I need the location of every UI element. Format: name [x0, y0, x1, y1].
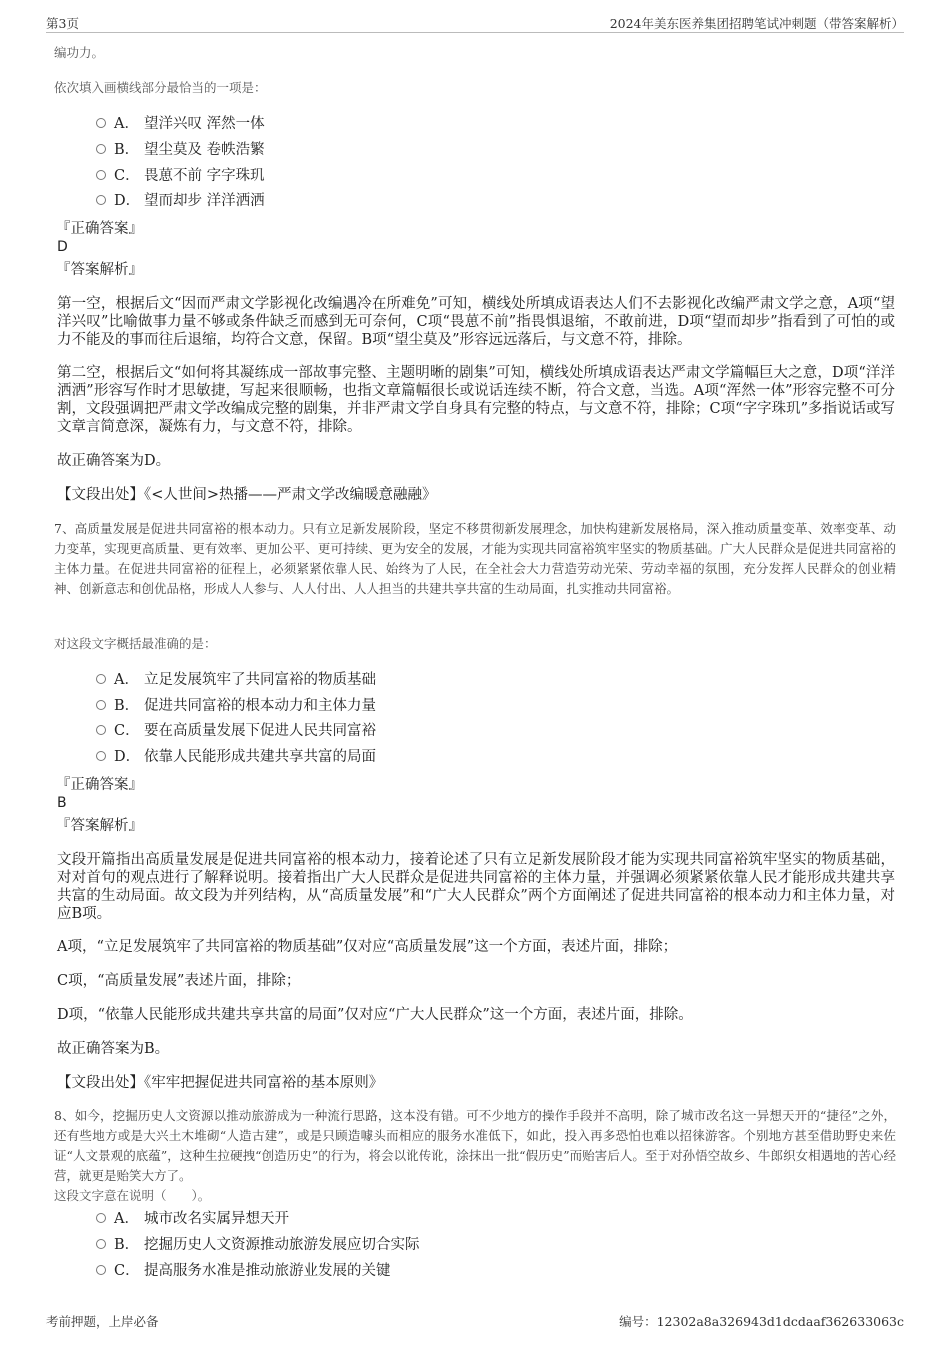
radio-icon[interactable] [96, 118, 106, 128]
radio-icon[interactable] [96, 195, 106, 205]
q8-option-b[interactable]: B． 挖掘历史人文资源推动旅游发展应切合实际 [96, 1235, 420, 1255]
q7-analysis-1: 文段开篇指出高质量发展是促进共同富裕的根本动力，接着论述了只有立足新发展阶段才能为实现共同富裕筑牢坚实的物质基础，对对首句的观点进行了解释说明。接着指出广大人民群众是促进共同富裕的主体力量，并强调必须紧紧依靠人民才能形成共建共享共富的生动局面。故文段为并列结构，从“高质量发展”和“广大人民群众”两个方面阐述了促进共同富裕的根本动力和主体力量，对应B项。 [57, 852, 895, 922]
document-title: 2024年美东医养集团招聘笔试冲刺题（带答案解析） [609, 16, 904, 31]
page-number: 第3页 [46, 16, 79, 31]
q6-analysis-1: 第一空，根据后文“因而严肃文学影视化改编遇冷在所难免”可知，横线处所填成语表达人们不去影视化改编严肃文学之意，A项“望洋兴叹”比喻做事力量不够或条件缺乏而感到无可奈何，C项“畏葸不前”指畏惧退缩，不敢前进，D项“望而却步”指看到了可怕的或力不能及的事而往后退缩，均符合文意，保留。B项“望尘莫及”形容远远落后，与文意不符，排除。 [57, 296, 895, 348]
q7-option-d[interactable]: D． 依靠人民能形成共建共享共富的局面 [96, 747, 376, 767]
q6-answer-label: 『正确答案』 [56, 221, 143, 237]
q7-option-c[interactable]: C． 要在高质量发展下促进人民共同富裕 [96, 721, 376, 741]
q7-text: 7、高质量发展是促进共同富裕的根本动力。只有立足新发展阶段，坚定不移贯彻新发展理念，加快构建新发展格局，深入推动质量变革、效率变革、动力变革，实现更高质量、更有效率、更加公平、更可持续、更为安全的发展，才能为实现共同富裕筑牢坚实的物质基础。广大人民群众是促进共同富裕的主体力量。在促进共同富裕的征程上，必须紧紧依靠人民、始终为了人民，在全社会大力营造劳动光荣、劳动幸福的氛围，充分发挥人民群众的创业精神、创新意志和创优品格，形成人人参与、人人付出、人人担当的共建共享共富的生动局面，扎实推动共同富裕。 [54, 521, 896, 596]
q7-option-b[interactable]: B． 促进共同富裕的根本动力和主体力量 [96, 696, 376, 716]
radio-icon[interactable] [96, 674, 106, 684]
q7-source: 【文段出处】《牢牢把握促进共同富裕的基本原则》 [57, 1075, 384, 1091]
q6-option-d[interactable]: D． 望而却步 洋洋洒洒 [96, 191, 265, 211]
q8-text: 8、如今，挖掘历史人文资源以推动旅游成为一种流行思路，这本没有错。可不少地方的操作手段并不高明，除了城市改名这一异想天开的“捷径”之外，还有些地方或是大兴土木堆砌“人造古建”，或是只顾造噱头而相应的服务水准低下，如此，投入再多恐怕也难以招徕游客。个别地方甚至借助野史来佐证“人文景观的底蕴”，这种生拉硬拽“创造历史”的行为，将会以讹传讹，涂抹出一批“假历史”而贻害后人。至于对孙悟空故乡、牛郎织女相遇地的苦心经营，就更是贻笑大方了。 [54, 1108, 896, 1183]
document-id: 编号：12302a8a326943d1dcdaaf362633063c [619, 1314, 904, 1329]
q7-analysis-a: A项，“立足发展筑牢了共同富裕的物质基础”仅对应“高质量发展”这一个方面，表述片面，排除； [57, 939, 678, 955]
q7-answer: B [57, 795, 67, 811]
q8-prompt: 这段文字意在说明（ ）。 [54, 1188, 211, 1203]
q8-option-c[interactable]: C． 提高服务水准是推动旅游业发展的关键 [96, 1261, 391, 1281]
radio-icon[interactable] [96, 144, 106, 154]
q6-option-a[interactable]: A． 望洋兴叹 浑然一体 [96, 114, 265, 134]
q6-analysis-label: 『答案解析』 [56, 262, 143, 278]
q6-prompt: 依次填入画横线部分最恰当的一项是： [54, 80, 267, 95]
footer-slogan: 考前押题，上岸必备 [46, 1314, 159, 1329]
q6-option-c[interactable]: C． 畏葸不前 字字珠玑 [96, 166, 265, 186]
radio-icon[interactable] [96, 1239, 106, 1249]
q6-tail: 编功力。 [54, 45, 105, 60]
q8-option-a[interactable]: A． 城市改名实属异想天开 [96, 1209, 289, 1229]
radio-icon[interactable] [96, 700, 106, 710]
radio-icon[interactable] [96, 170, 106, 180]
radio-icon[interactable] [96, 725, 106, 735]
q7-prompt: 对这段文字概括最准确的是： [54, 636, 217, 651]
q6-conclusion: 故正确答案为D。 [57, 453, 171, 469]
q7-answer-label: 『正确答案』 [56, 777, 143, 793]
q6-analysis-2: 第二空，根据后文“如何将其凝练成一部故事完整、主题明晰的剧集”可知，横线处所填成语表达严肃文学篇幅巨大之意，D项“洋洋洒洒”形容写作时才思敏捷，写起来很顺畅，也指文章篇幅很长或说话连续不断，符合文意，当选。A项“浑然一体”形容完整不可分割，文段强调把严肃文学改编成完整的剧集，并非严肃文学自身具有完整的特点，与文意不符，排除；C项“字字珠玑”多指说话或写文章言简意深，凝炼有力，与文意不符，排除。 [57, 365, 895, 435]
q7-conclusion: 故正确答案为B。 [57, 1041, 170, 1057]
q6-answer: D [57, 239, 68, 255]
q7-option-a[interactable]: A． 立足发展筑牢了共同富裕的物质基础 [96, 670, 376, 690]
radio-icon[interactable] [96, 751, 106, 761]
q7-analysis-c: C项，“高质量发展”表述片面，排除； [57, 973, 301, 989]
page-header [46, 12, 904, 33]
q7-analysis-d: D项，“依靠人民能形成共建共享共富的局面”仅对应“广大人民群众”这一个方面，表述片面，排除。 [57, 1007, 693, 1023]
q7-analysis-label: 『答案解析』 [56, 818, 143, 834]
radio-icon[interactable] [96, 1213, 106, 1223]
radio-icon[interactable] [96, 1265, 106, 1275]
q6-source: 【文段出处】《<人世间>热播——严肃文学改编暖意融融》 [57, 487, 437, 503]
q6-option-b[interactable]: B． 望尘莫及 卷帙浩繁 [96, 140, 265, 160]
